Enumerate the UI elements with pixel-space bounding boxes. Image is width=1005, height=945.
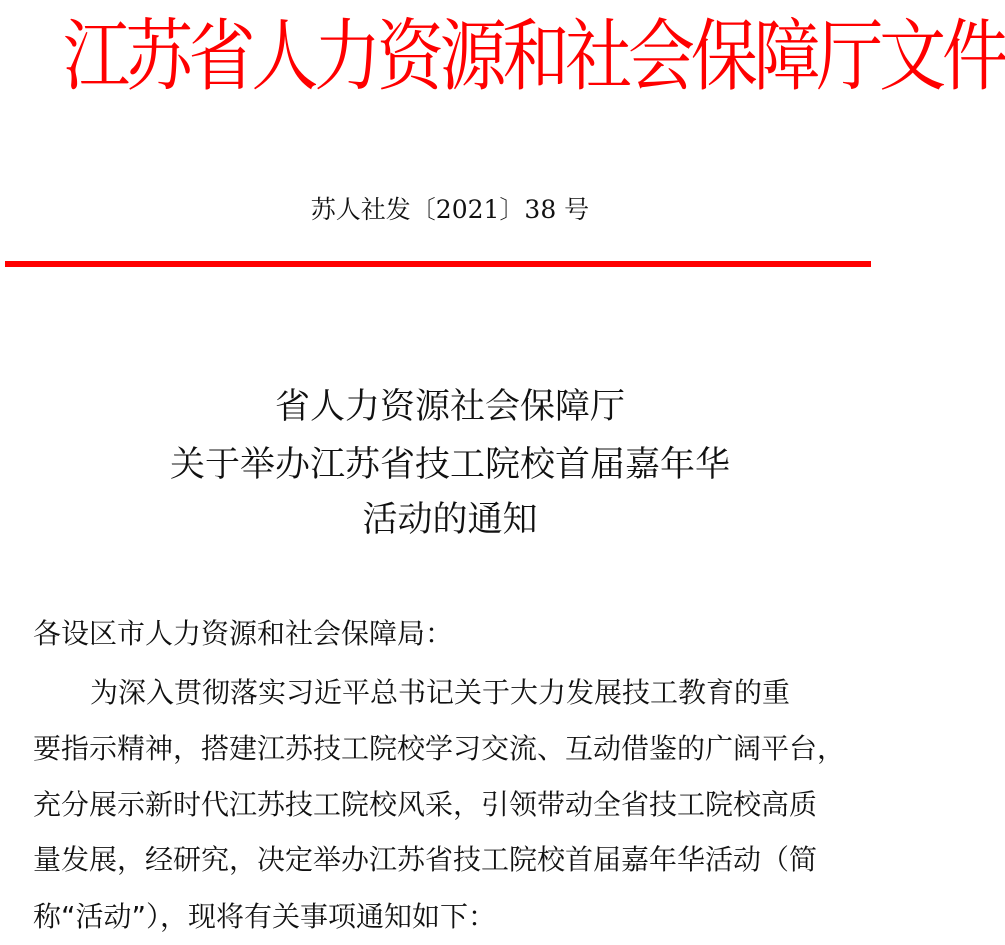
body-line-4: 量发展，经研究，决定举办江苏省技工院校首届嘉年华活动（简 xyxy=(33,843,818,876)
notice-title-line-3: 活动的通知 xyxy=(362,500,538,540)
salutation: 各设区市人力资源和社会保障局： xyxy=(33,617,454,650)
body-line-1: 为深入贯彻落实习近平总书记关于大力发展技工教育的重 xyxy=(90,676,791,709)
document-number: 苏人社发〔2021〕38 号 xyxy=(310,195,590,224)
notice-title-line-2: 关于举办江苏省技工院校首届嘉年华 xyxy=(169,445,730,485)
body-line-3: 充分展示新时代江苏技工院校风采，引领带动全省技工院校高质 xyxy=(33,788,818,821)
body-line-5: 称“活动”），现将有关事项通知如下： xyxy=(33,900,497,933)
notice-title-line-1: 省人力资源社会保障厅 xyxy=(274,387,625,427)
header-red-rule xyxy=(5,261,871,267)
body-line-2: 要指示精神，搭建江苏技工院校学习交流、互动借鉴的广阔平台， xyxy=(33,732,846,765)
agency-header-title: 江苏省人力资源和社会保障厅文件 xyxy=(63,12,1005,102)
